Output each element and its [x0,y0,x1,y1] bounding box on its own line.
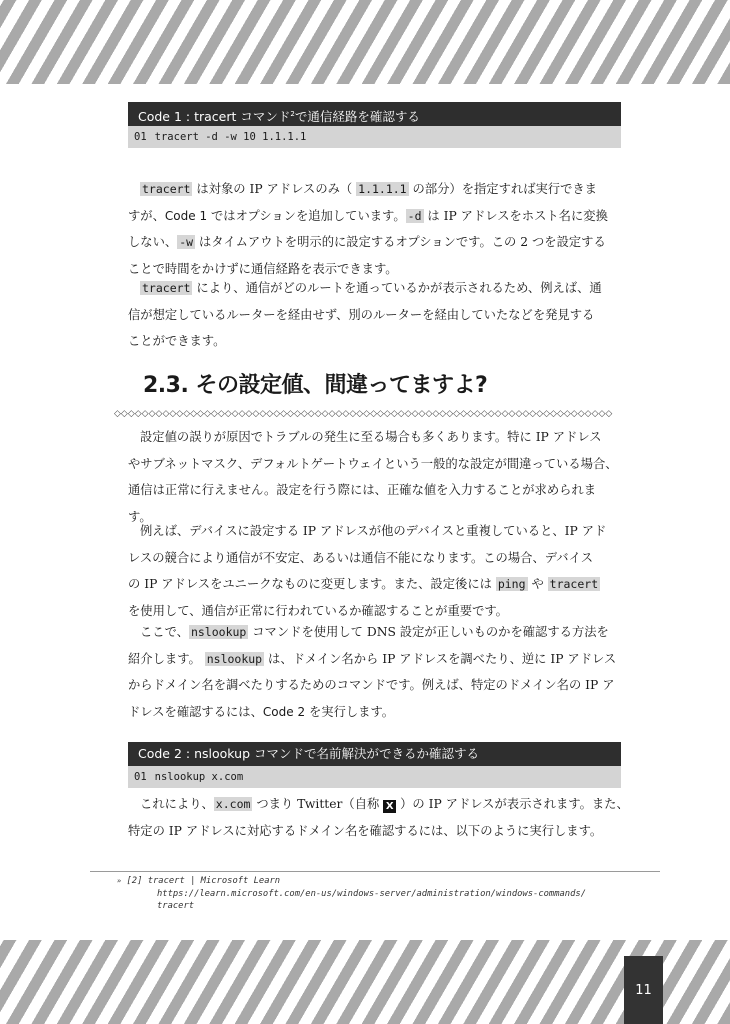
inline-code: -w [179,235,194,249]
code-1-line [128,126,621,148]
footnote-mark: » [117,877,122,885]
code-block-1 [128,102,621,148]
paragraph-ip-conflict: 例えば、デバイスに設定する IP アドレスが他のデバイスと重複していると、IP アド レスの競合により通信が不安定、あるいは通信不能になります。この場合、デバイス の IP アドレスをユニークなものに変更します。また、設定後には ping や tracert を使用して、通信が正常に行われているか確認することが重要です。 [128,524,607,618]
heading-diamond-rule [114,403,634,419]
inline-code: tracert [549,577,599,591]
paragraph-nslookup: ここで、 nslookup コマンドを使用して DNS 設定が正しいものかを確認する方法を 紹介します。 nslookup は、ドメイン名から IP アドレスを調べたり、逆に IP アドレス からドメイン名を調べたりするためのコマンドです。例えば、特定のドメイン名の IP ア ドレスを確認するには、Code 2 を実行します。 [128,625,617,719]
line-number: 01 [134,131,147,143]
code-1-title: Code 1 : tracert コマンド$^2$で通信経路を確認する [128,102,621,126]
inline-code: nslookup [206,651,263,666]
section-heading: 2.3. その設定値、間違ってますよ? [143,373,488,398]
code-text: tracert -d -w 10 1.1.1.1 [154,131,307,143]
code-reference: Code 1 [164,208,208,223]
inline-code: 1.1.1.1 [358,182,407,196]
footnote [117,875,586,913]
diamond-rule-graphic [114,408,634,418]
inline-code: tracert [142,182,191,196]
paragraph-config-errors: 設定値の誤りが原因でトラブルの発生に至る場合も多くあります。特に IP アドレス やサブネットマスク、デフォルトゲートウェイという一般的な設定が間違っている場合、 通信は正常に行えません。設定を行う際には、正確な値を入力することが求められま す。 [128,430,618,524]
inline-code: tracert [142,281,191,295]
footnote-ref: 2 [290,110,295,118]
paragraph-nslookup-result: これにより、 x.com つまり Twitter（自称 X ）の IP アドレスが表示されます。また、 特定の IP アドレスに対応するドメイン名を確認するには、以下のように実行します。 [128,797,629,838]
inline-code: x.com [215,797,251,811]
paragraph-tracert-result: tracert により、通信がどのルートを通っているかが表示されるため、例えば、通 信が想定しているルーターを経由せず、別のルーターを経由していたなどを発見する ことができます。 [128,281,602,348]
code-text: nslookup x.com [154,771,244,783]
inline-code: nslookup [190,625,247,639]
code-reference: Code 2 [262,704,306,719]
page-number: 11 [624,956,663,1024]
footnote-url[interactable]: https://learn.microsoft.com/en-us/windows-server/administration/windows-commands/ [157,888,586,899]
code-block-2 [128,742,621,788]
code-2-title: Code 2 : nslookup コマンドで名前解決ができるか確認する [128,742,621,766]
header-stripe-band [0,0,730,84]
diamond-rule: ◇◇◇◇◇◇◇◇◇◇◇◇◇◇◇◇◇◇◇◇◇◇◇◇◇◇◇◇◇◇◇◇◇◇◇◇◇◇◇◇◇◇◇◇◇◇◇◇◇◇◇◇◇◇◇◇◇◇◇◇◇◇◇◇◇◇◇◇◇◇◇◇ [114,409,613,419]
x-logo-icon: X [383,800,396,813]
line-number: 01 [134,771,147,783]
paragraph-tracert-options: tracert は対象の IP アドレスのみ（ 1.1.1.1 の部分）を指定すれば実行できま すが、Code 1 ではオプションを追加しています。 -d は IP アドレスをホスト名に変換 しない、 -w はタイムアウトを明示的に設定するオプションです。この 2 つを設定する ことで時間をかけずに通信経路を表示できます。 [128,182,608,276]
footnote-title: tracert | Microsoft Learn [147,876,281,886]
footer-stripe-band [0,940,730,1024]
footnote-divider [90,871,660,872]
inline-code: ping [497,577,526,591]
footnote-url-continued[interactable]: tracert [157,901,195,911]
inline-code: -d [407,208,422,223]
code-2-line [128,766,621,788]
footnote-label: [2] [126,876,143,886]
